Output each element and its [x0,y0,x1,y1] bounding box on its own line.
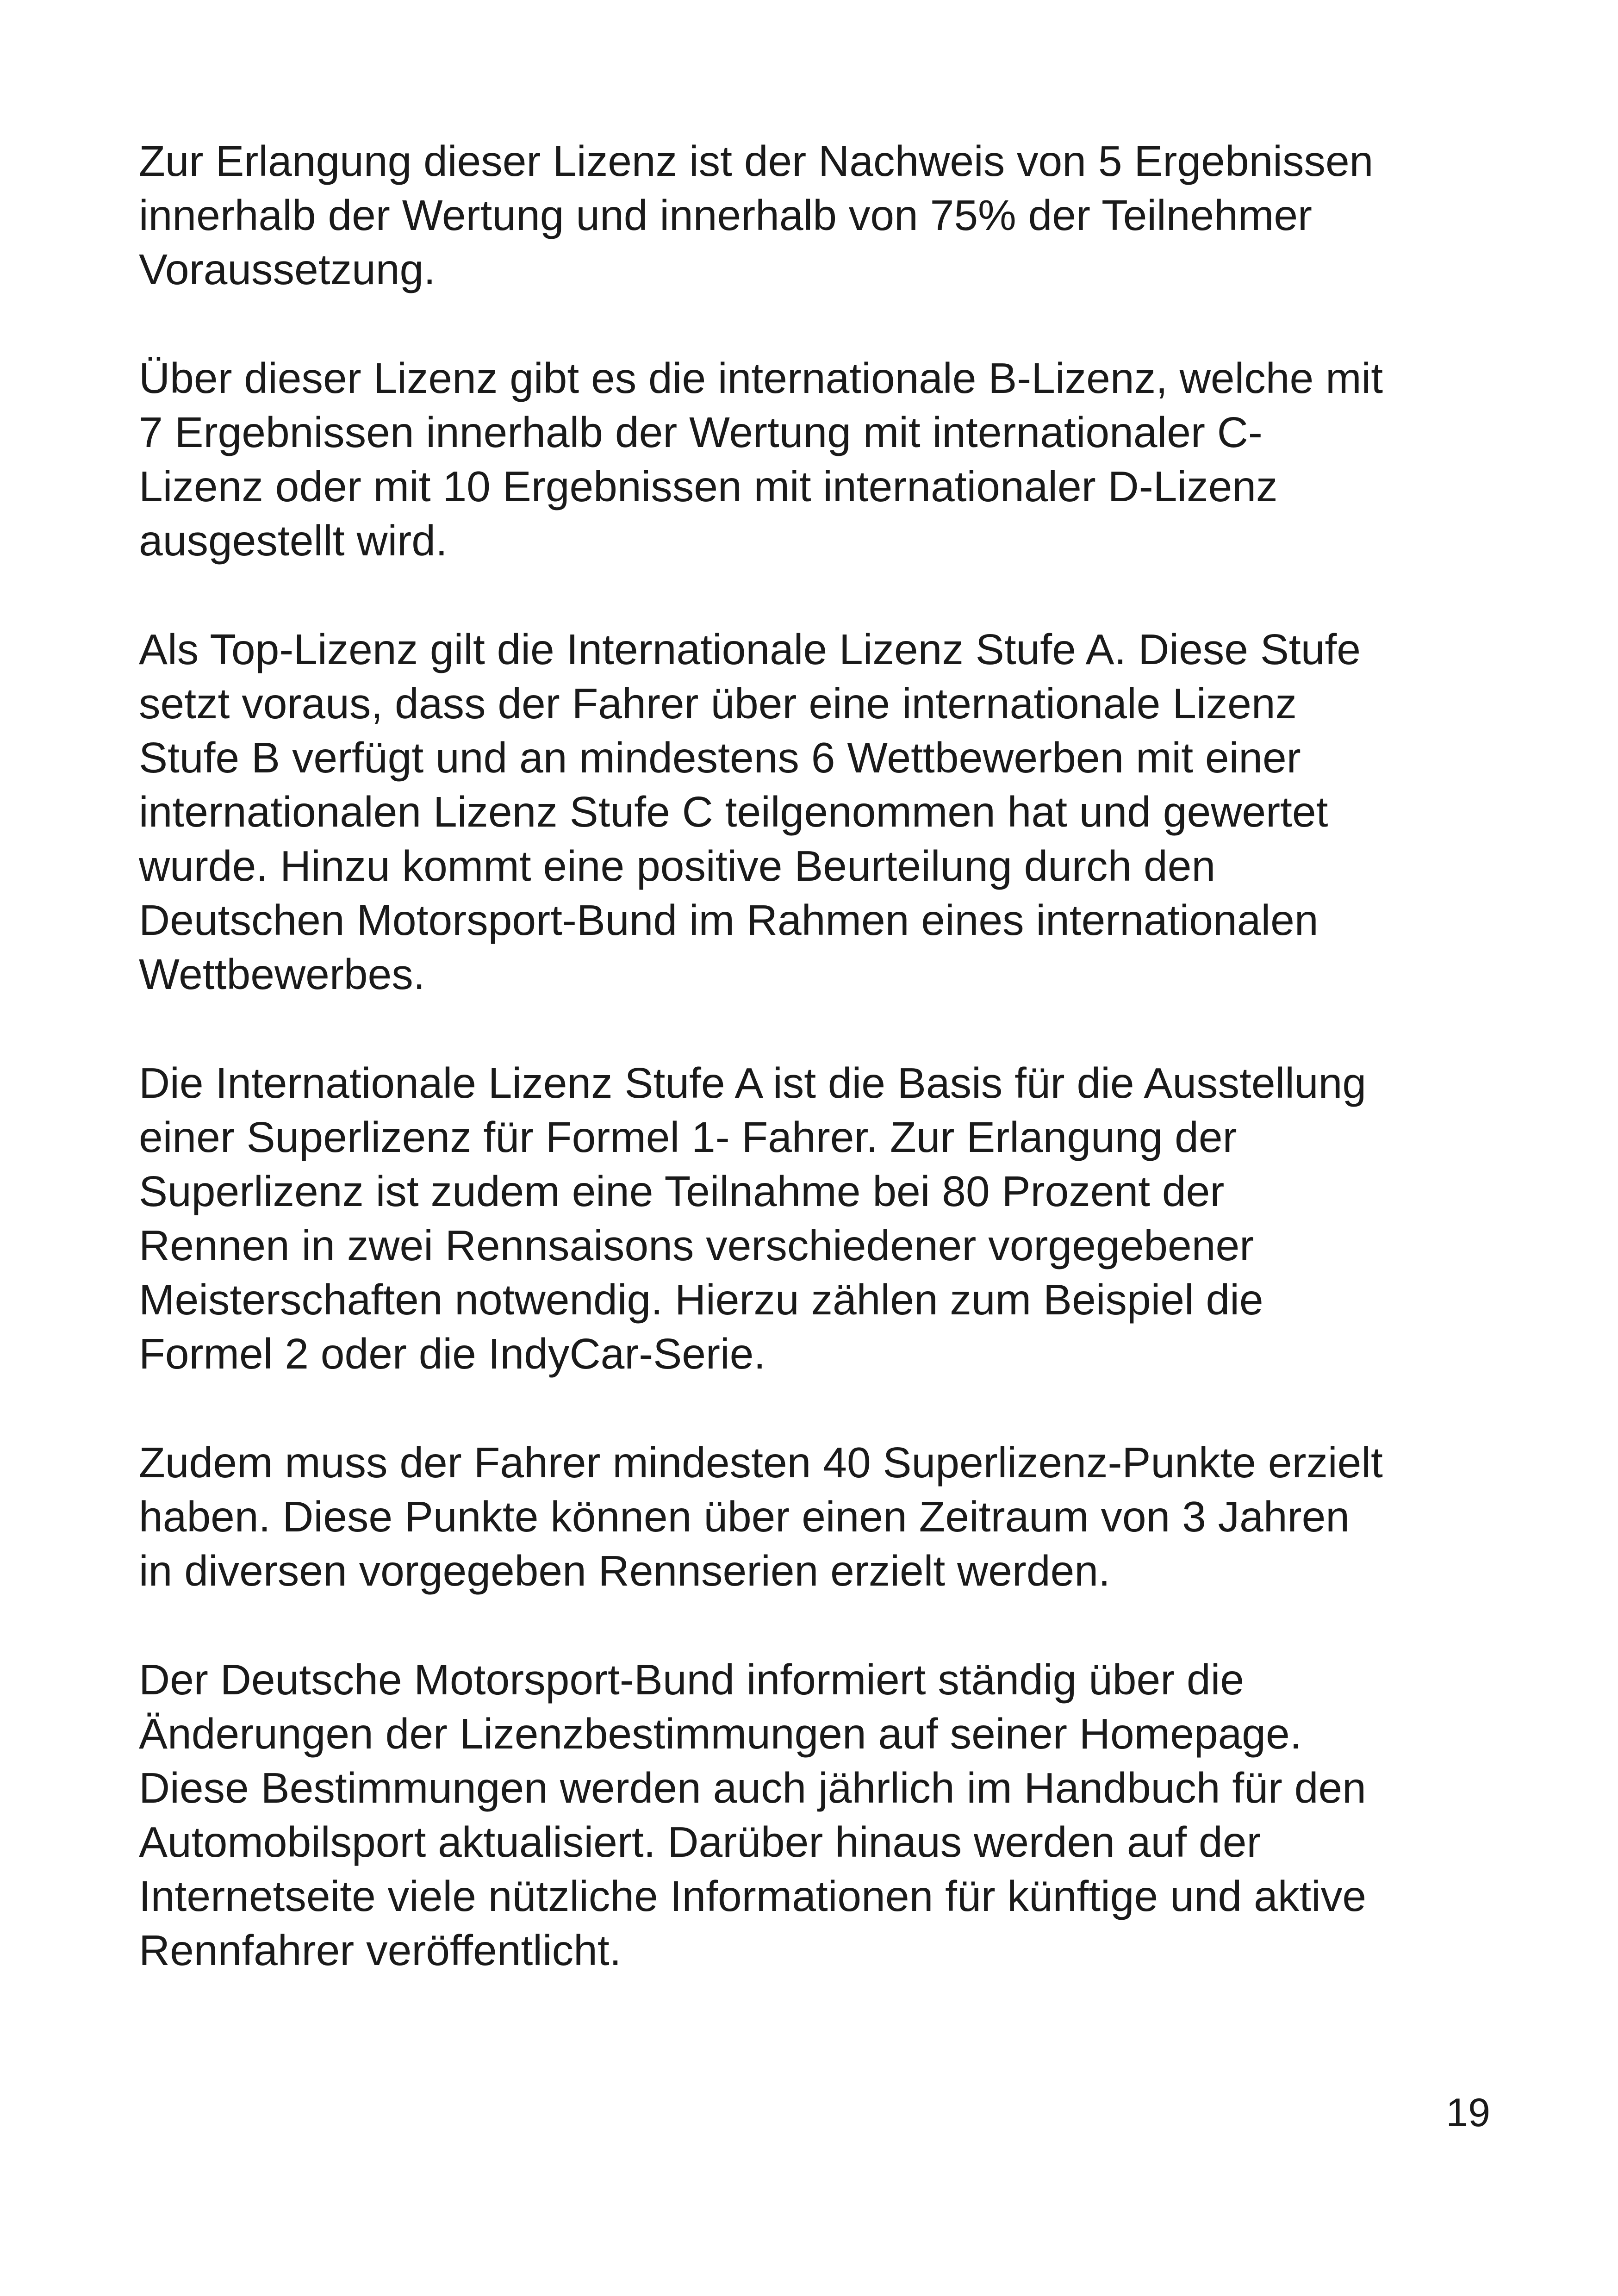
text-line: Zur Erlangung dieser Lizenz ist der Nachweis von 5 Ergebnissen [139,137,1374,185]
paragraph-5 [139,1436,1509,1598]
text-line: Voraussetzung. [139,245,436,293]
text-line: haben. Diese Punkte können über einen Zeitraum von 3 Jahren [139,1493,1350,1541]
text-line: Änderungen der Lizenzbestimmungen auf seiner Homepage. [139,1710,1302,1758]
text-line: 7 Ergebnissen innerhalb der Wertung mit internationaler C- [139,408,1263,456]
paragraph-4 [139,1056,1509,1381]
body-text [139,134,1509,2032]
text-line: internationalen Lizenz Stufe C teilgenommen hat und gewertet [139,788,1328,836]
text-line: Lizenz oder mit 10 Ergebnissen mit internationaler D-Lizenz [139,462,1278,510]
text-line: Zudem muss der Fahrer mindesten 40 Superlizenz-Punkte erzielt [139,1438,1383,1487]
text-line: Meisterschaften notwendig. Hierzu zählen zum Beispiel die [139,1276,1263,1324]
text-line: Wettbewerbes. [139,950,425,998]
text-line: Diese Bestimmungen werden auch jährlich im Handbuch für den [139,1764,1366,1812]
text-line: ausgestellt wird. [139,516,448,565]
text-line: einer Superlizenz für Formel 1- Fahrer. Zur Erlangung der [139,1113,1237,1161]
text-line: Die Internationale Lizenz Stufe A ist die Basis für die Ausstellung [139,1059,1367,1107]
text-line: Stufe B verfügt und an mindestens 6 Wettbewerben mit einer [139,734,1301,782]
text-line: Formel 2 oder die IndyCar-Serie. [139,1330,766,1378]
text-line: in diversen vorgegeben Rennserien erzielt werden. [139,1547,1110,1595]
text-line: Deutschen Motorsport-Bund im Rahmen eines internationalen [139,896,1319,944]
paragraph-3 [139,622,1509,1002]
text-line: wurde. Hinzu kommt eine positive Beurteilung durch den [139,842,1216,890]
text-line: Der Deutsche Motorsport-Bund informiert ständig über die [139,1655,1245,1704]
text-line: innerhalb der Wertung und innerhalb von 75% der Teilnehmer [139,191,1313,239]
page-number: 19 [1446,2091,1490,2135]
text-line: Rennen in zwei Rennsaisons verschiedener vorgegebener [139,1221,1254,1269]
text-line: Superlizenz ist zudem eine Teilnahme bei 80 Prozent der [139,1167,1225,1215]
text-line: Als Top-Lizenz gilt die Internationale Lizenz Stufe A. Diese Stufe [139,625,1361,673]
paragraph-1 [139,134,1509,297]
paragraph-2 [139,351,1509,568]
text-line: Rennfahrer veröffentlicht. [139,1926,622,1974]
text-line: Internetseite viele nützliche Informationen für künftige und aktive [139,1872,1367,1920]
text-line: Automobilsport aktualisiert. Darüber hinaus werden auf der [139,1818,1261,1866]
text-line: Über dieser Lizenz gibt es die internationale B-Lizenz, welche mit [139,354,1383,402]
paragraph-6 [139,1653,1509,1978]
text-line: setzt voraus, dass der Fahrer über eine internationale Lizenz [139,679,1297,728]
